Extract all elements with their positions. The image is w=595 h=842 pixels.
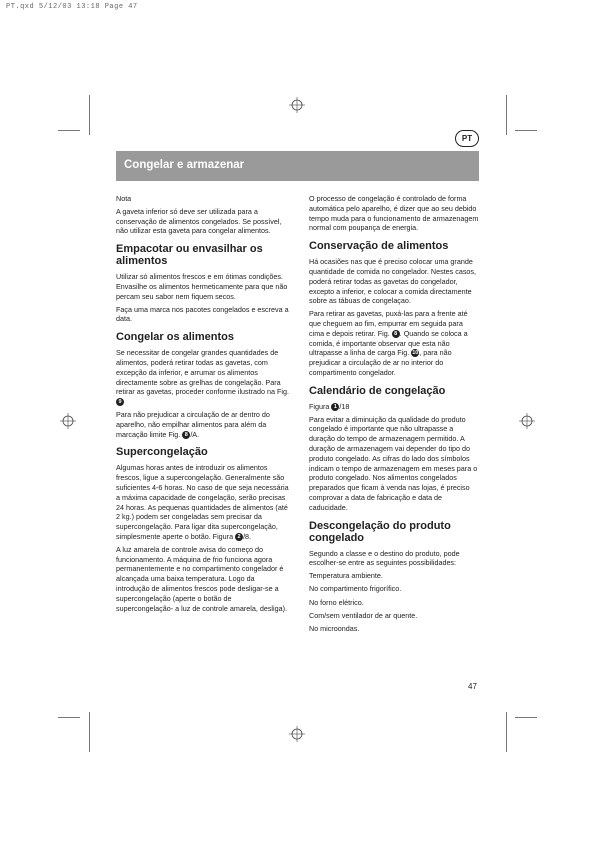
figure-number-icon: 8 <box>182 431 190 439</box>
crop-mark-bottom-right-h <box>515 717 537 718</box>
heading-conservation: Conservação de alimentos <box>309 240 449 253</box>
list-item: Com/sem ventilador de ar quente. <box>309 611 418 620</box>
registration-mark-right <box>519 413 535 429</box>
list-item: Temperatura ambiente. <box>309 571 383 581</box>
text: /8. <box>243 531 252 541</box>
note-label: Nota <box>116 194 132 203</box>
paragraph <box>309 309 479 378</box>
section-header-band <box>116 151 479 181</box>
figure-reference <box>309 402 479 412</box>
paragraph <box>116 348 290 407</box>
figure-number-icon: 2 <box>235 533 243 541</box>
crop-mark-bottom-left <box>89 712 90 752</box>
print-slug: PT.qxd 5/12/03 13:18 Page 47 <box>6 3 138 11</box>
paragraph <box>116 463 290 541</box>
paragraph: Para evitar a diminuição da qualidade do produto congelado é importante que não ultrapasse a duração do tempo de armazenagem permitido. A duração de armazenagem vai depender do tipo do produto congelado. As cifras do lado dos símbolos indicam o tempo de armazenagem em meses para o produto congelado. Nos alimentos congelados preparados que ficam à venda nas lojas, é preciso comprovar a data de fabricação e data de caducidade. <box>309 414 478 512</box>
paragraph: Faça uma marca nos pacotes congelados e escreva a data. <box>116 304 289 324</box>
heading-freezing-calendar: Calendário de congelação <box>309 384 446 397</box>
note-text: A gaveta inferior só deve ser utilizada para a conservação de alimentos congelados. Se possível, não utilizar esta gaveta para congelar alimentos. <box>116 206 282 236</box>
page-number: 47 <box>468 682 477 691</box>
language-badge: PT <box>455 130 479 147</box>
paragraph: A luz amarela de controle avisa do começo do funcionamento. A máquina de frio funciona agora permanentemente e no compartimento congelador é alcançada uma baixa temperatura. Logo da introdução de alimentos frescos pode desligar-se a supercongelação (aperte o botão de supercongelação- a luz de controle amarela, desliga). <box>116 544 288 613</box>
list-item: No microondas. <box>309 624 360 634</box>
text: Para retirar as gavetas, puxá-las para a frente até que cheguem ao fim, empurrar em seguida para cima e depois retirar. Fig. <box>309 309 468 338</box>
figure-number-icon: 8 <box>392 330 400 338</box>
text: Figura <box>309 401 330 411</box>
registration-mark-bottom <box>289 726 305 742</box>
text: /A. <box>190 429 200 439</box>
paragraph <box>116 410 290 439</box>
registration-mark-left <box>60 413 76 429</box>
text: . Quando se coloca a comida, é importante observar que esta não ultrapasse a linha de carga Fig. <box>309 328 468 358</box>
right-column <box>309 194 479 638</box>
crop-mark-bottom-right <box>506 712 507 752</box>
text: /18 <box>339 401 350 411</box>
text: Para não prejudicar a circulação de ar dentro do aparelho, não empilhar alimentos para além da marcação limite Fig. <box>116 409 270 439</box>
list-item: No compartimento frigorífico. <box>309 584 402 594</box>
registration-mark-top <box>289 97 305 113</box>
paragraph: Utilizar só alimentos frescos e em ótimas condições. Envasilhe os alimentos hermeticamente para que não percam seu sabor nem fiquem secos. <box>116 272 288 301</box>
paragraph: Há ocasiões nas que é preciso colocar uma grande quantidade de comida no congelador. Nestes casos, poderá retirar todas as gavetas do congelador, excepto a inferior, e colocar a comida directamente sobre as tábuas de congelaçao. <box>309 257 477 306</box>
left-column <box>116 194 290 616</box>
crop-mark-top-right-h <box>515 130 537 131</box>
heading-defrost: Descongelação do produto congelado <box>309 519 451 544</box>
figure-number-icon: 10 <box>412 350 419 357</box>
heading-superfreeze: Supercongelação <box>116 446 208 459</box>
figure-number-icon: 1 <box>331 403 339 411</box>
text: , para não prejudicar a circulação de ar no interior do compartimento congelador. <box>309 348 452 377</box>
list-item: No forno elétrico. <box>309 597 364 607</box>
figure-number-icon: 9 <box>116 398 124 406</box>
text: Se necessitar de congelar grandes quantidades de alimentos, poderá retirar todas as gavetas, com excepção da inferior, e arrumar os alimentos directamente sobre as grelhas de congelação. Para retirar as gavetas, proceder conforme ilustrado na Fig. <box>116 348 289 397</box>
defrost-options-list <box>309 571 479 634</box>
paragraph: O processo de congelação é controlado de forma automática pelo aparelho, é dizer que ao seu debido tempo muda para o funcionamento de armazenagem normal com poupança de energia. <box>309 194 479 233</box>
text: Algumas horas antes de introduzir os alimentos frescos, ligue a supercongelação. Generalmente são suficientes 4-6 horas. No caso de que seja necessária a máxima capacidade de congelação, serão precisas 24 horas. As pequenas quantidades de alimentos (até 2 kg.) podem ser congeladas sem precisar da supercongelação. Para ligar dita supercongelação, simplesmente aperte o botão. Figura <box>116 463 289 541</box>
section-title: Congelar e armazenar <box>124 159 245 171</box>
crop-mark-top-right <box>506 95 507 135</box>
crop-mark-bottom-left-h <box>58 717 80 718</box>
crop-mark-top-left <box>89 95 90 135</box>
crop-mark-top-left-h <box>58 130 80 131</box>
heading-freeze-food: Congelar os alimentos <box>116 331 234 344</box>
heading-wrap-food: Empacotar ou envasilhar os alimentos <box>116 243 263 268</box>
paragraph: Segundo a classe e o destino do produto, pode escolher-se entre as seguintes possibilidades: <box>309 548 460 568</box>
